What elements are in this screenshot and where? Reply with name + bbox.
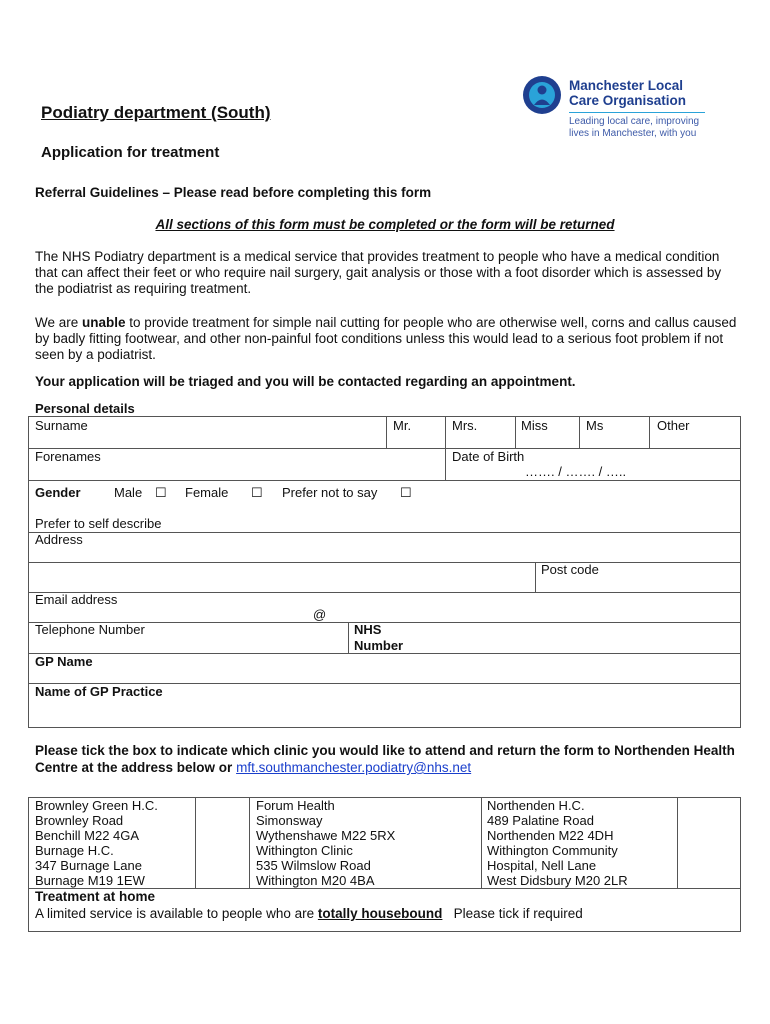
row-divider — [29, 480, 740, 481]
page-title: Podiatry department (South) — [41, 103, 271, 122]
col-divider — [445, 417, 446, 480]
instruction-text: Please tick the box to indicate which clinic you would like to attend and return the form to Northenden Health Centre at the address below or — [35, 743, 735, 775]
para2-post: to provide treatment for simple nail cutting for people who are otherwise well, corns and callus caused by badly fitting footwear, and other non-painful foot conditions unless this would lead to a serious foot problem if not seen by a podiatrist. — [35, 315, 737, 362]
gender-female-label: Female — [185, 485, 229, 500]
col-divider — [515, 417, 516, 448]
clinic-line: Withington M20 4BA — [256, 873, 375, 888]
clinic-forum-health — [256, 798, 395, 888]
title-ms[interactable]: Ms — [586, 418, 604, 433]
personal-details-table — [28, 416, 741, 728]
gender-female-checkbox[interactable]: ☐ — [251, 485, 263, 500]
home-tick-prompt[interactable]: Please tick if required — [453, 906, 583, 921]
row-divider — [29, 592, 740, 593]
address-label: Address — [35, 532, 83, 547]
guidelines-heading: Referral Guidelines – Please read before completing this form — [35, 185, 432, 200]
clinic-instruction — [35, 742, 735, 776]
forenames-label: Forenames — [35, 449, 101, 464]
dob-label: Date of Birth — [452, 449, 525, 464]
clinic-line: Simonsway — [256, 813, 323, 828]
clinic-line: Burnage H.C. — [35, 843, 114, 858]
service-description: The NHS Podiatry department is a medical service that provides treatment to people who have a medical condition that can affect their feet or who require nail surgery, gait analysis or those with a foot disorder which is assessed by the podiatrist as requiring treatment. — [35, 249, 722, 296]
gp-name-label: GP Name — [35, 654, 93, 669]
postcode-label: Post code — [541, 562, 599, 577]
gender-prefer-not-label: Prefer not to say — [282, 485, 378, 500]
col-divider — [481, 798, 482, 888]
col-divider — [579, 417, 580, 448]
logo-divider — [569, 112, 705, 113]
completion-warning: All sections of this form must be completed or the form will be returned — [155, 217, 615, 232]
row-divider — [29, 562, 740, 563]
podiatry-email-link[interactable]: mft.southmanchester.podiatry@nhs.net — [236, 760, 472, 775]
clinic-brownley-green — [35, 798, 158, 888]
clinic-line: Forum Health — [256, 798, 335, 813]
personal-details-label: Personal details — [35, 401, 135, 416]
home-pre: A limited service is available to people who are — [35, 906, 318, 921]
email-label: Email address — [35, 592, 118, 607]
tick-box-col2[interactable] — [678, 798, 740, 888]
logo-tagline — [569, 116, 719, 140]
clinic-line: Burnage M19 1EW — [35, 873, 145, 888]
surname-label: Surname — [35, 418, 88, 433]
gender-prefer-not-checkbox[interactable]: ☐ — [400, 485, 412, 500]
para2-bold: unable — [82, 315, 126, 330]
mlco-logo-icon — [521, 74, 563, 116]
logo-line2: Care Organisation — [569, 93, 687, 108]
clinic-line: Brownley Road — [35, 813, 124, 828]
col-divider — [535, 562, 536, 592]
col-divider — [386, 417, 387, 448]
clinics-table — [28, 797, 741, 932]
clinic-line: Brownley Green H.C. — [35, 798, 158, 813]
clinic-line: 489 Palatine Road — [487, 813, 594, 828]
col-divider — [348, 622, 349, 653]
row-divider — [29, 532, 740, 533]
clinic-line: Hospital, Nell Lane — [487, 858, 597, 873]
home-treatment-text — [35, 906, 583, 921]
col-divider — [649, 417, 650, 448]
clinic-line: Northenden H.C. — [487, 798, 585, 813]
title-miss[interactable]: Miss — [521, 418, 548, 433]
tick-box-col1[interactable] — [196, 798, 249, 888]
home-treatment-title: Treatment at home — [35, 889, 156, 904]
clinic-line: Northenden M22 4DH — [487, 828, 614, 843]
title-other[interactable]: Other — [657, 418, 690, 433]
triage-notice: Your application will be triaged and you will be contacted regarding an appointment. — [35, 374, 576, 389]
exclusions-paragraph — [35, 315, 740, 363]
tagline-line1: Leading local care, improving — [569, 116, 700, 127]
clinic-northenden — [487, 798, 628, 888]
clinic-line: West Didsbury M20 2LR — [487, 873, 628, 888]
clinic-line: Withington Community — [487, 843, 618, 858]
gender-male-label: Male — [114, 485, 143, 500]
clinic-line: 535 Wilmslow Road — [256, 858, 371, 873]
clinic-line: Withington Clinic — [256, 843, 353, 858]
gender-male-checkbox[interactable]: ☐ — [155, 485, 167, 500]
title-mrs[interactable]: Mrs. — [452, 418, 478, 433]
para2-pre: We are — [35, 315, 83, 330]
clinic-line: Benchill M22 4GA — [35, 828, 140, 843]
nhs-label-line2: Number — [354, 638, 404, 653]
col-divider — [249, 798, 250, 888]
email-at-sign: @ — [313, 607, 327, 622]
gender-label: Gender — [35, 485, 81, 500]
clinic-line: 347 Burnage Lane — [35, 858, 142, 873]
clinic-line: Wythenshawe M22 5RX — [256, 828, 396, 843]
telephone-label: Telephone Number — [35, 622, 145, 637]
page-subtitle: Application for treatment — [41, 144, 220, 161]
logo-wordmark — [569, 78, 686, 108]
dob-field[interactable]: ……. / ……. / ….. — [525, 464, 627, 479]
gp-practice-label: Name of GP Practice — [35, 684, 163, 699]
logo-line1: Manchester Local — [569, 78, 684, 93]
row-divider — [29, 448, 740, 449]
nhs-label-line1: NHS — [354, 622, 382, 637]
title-mr[interactable]: Mr. — [393, 418, 412, 433]
row-divider — [29, 653, 740, 654]
self-describe-label: Prefer to self describe — [35, 516, 162, 531]
home-bold: totally housebound — [317, 906, 443, 921]
tagline-line2: lives in Manchester, with you — [569, 128, 697, 139]
